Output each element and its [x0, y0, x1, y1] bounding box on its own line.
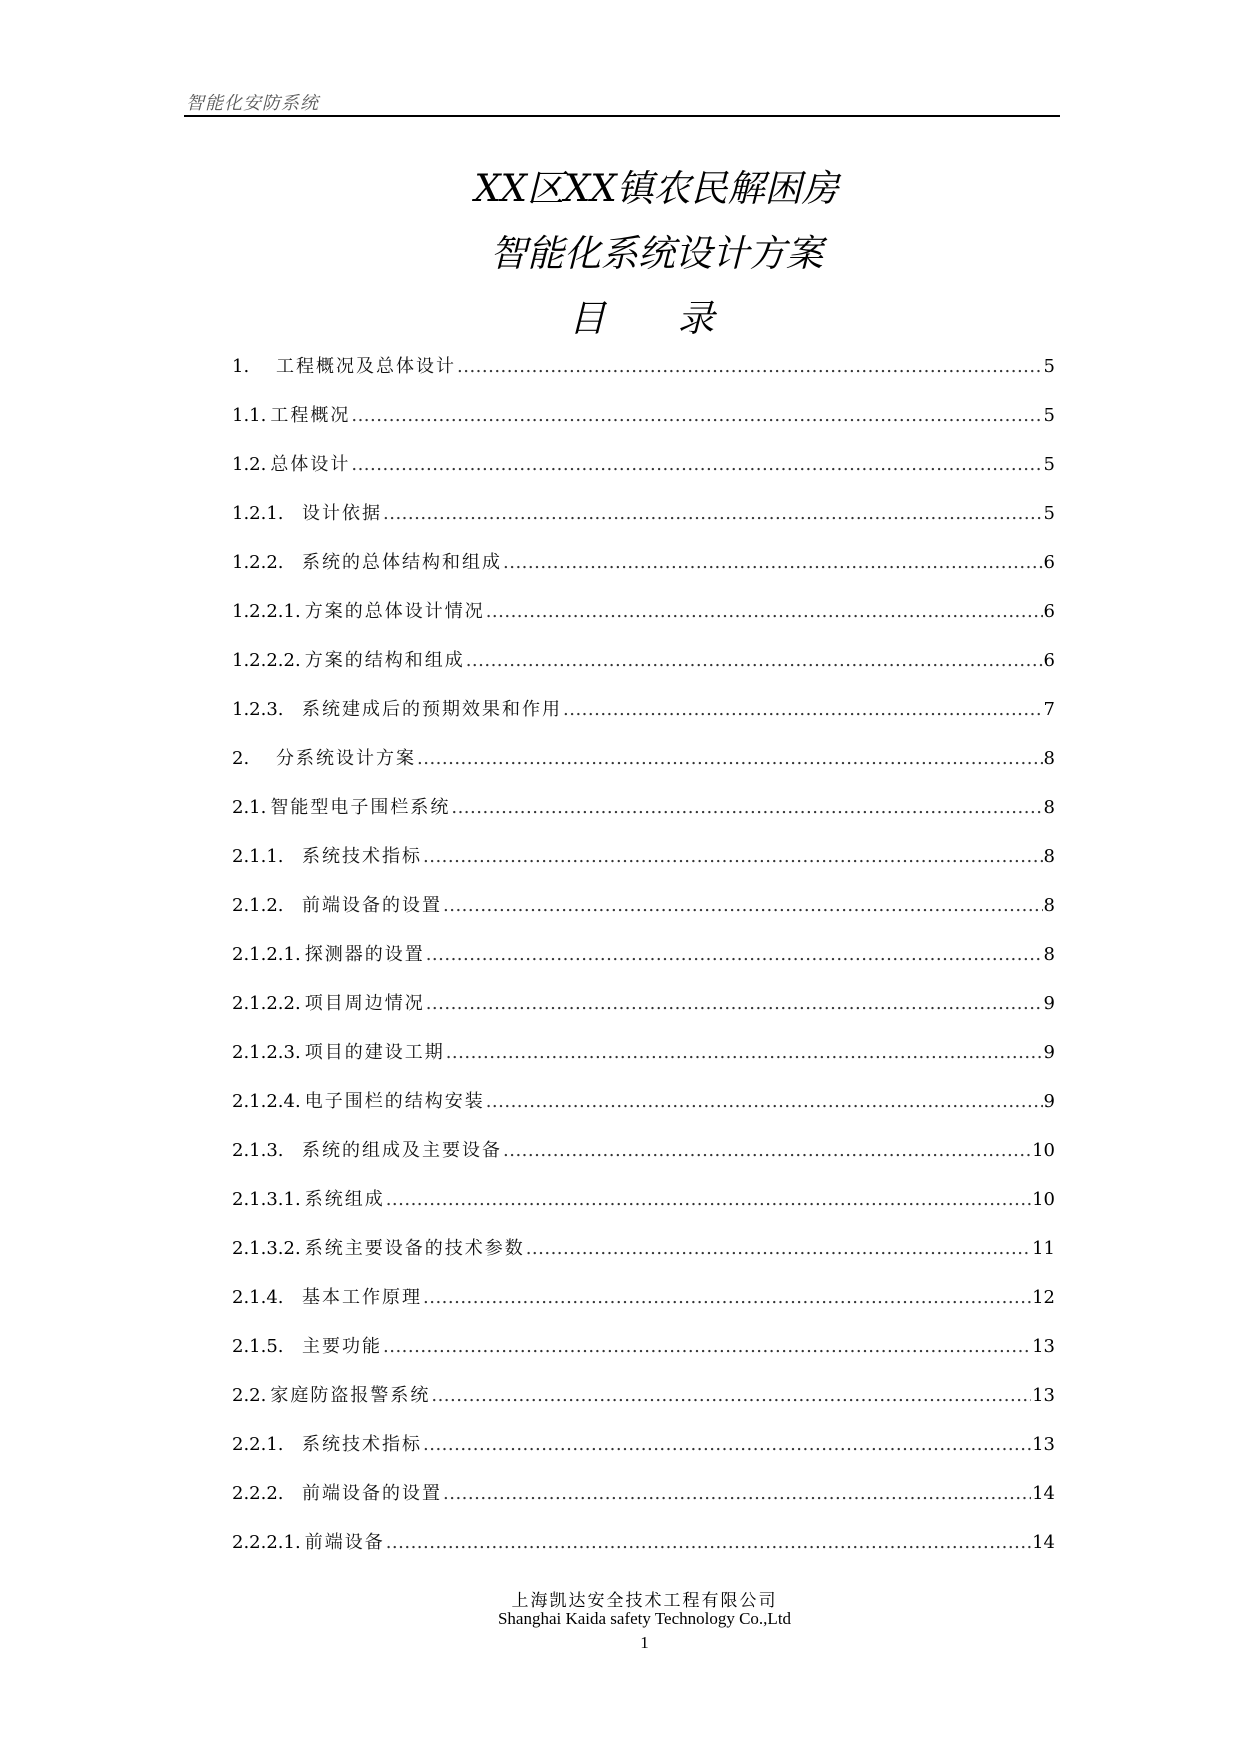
toc-entry-page: 12: [1032, 1287, 1055, 1308]
toc-entry-page: 13: [1032, 1434, 1055, 1455]
toc-entry-title: 方案的结构和组成: [304, 650, 465, 671]
toc-entry-number: 1.1.: [232, 405, 267, 426]
toc-entry-number: 2.1.2.: [232, 895, 284, 916]
running-header: 智能化安防系统: [186, 93, 319, 114]
toc-entry-title: 系统组成: [304, 1189, 385, 1210]
toc-entry-number: 2.1.5.: [232, 1336, 284, 1357]
toc-entry-leader: [383, 503, 1043, 525]
footer-company-cn: 上海凯达安全技术工程有限公司: [511, 1591, 778, 1611]
table-of-contents: [232, 356, 1055, 1581]
toc-entry-title: 系统的组成及主要设备: [302, 1140, 502, 1161]
toc-entry-number: 1.2.2.: [232, 552, 284, 573]
toc-entry-number: 2.2.2.: [232, 1483, 284, 1504]
toc-entry[interactable]: [232, 356, 1055, 405]
toc-entry-leader: [443, 895, 1043, 917]
toc-entry-title: 系统的总体结构和组成: [302, 552, 502, 573]
toc-entry[interactable]: [232, 846, 1055, 895]
toc-entry[interactable]: [232, 650, 1055, 699]
toc-entry-leader: [351, 454, 1042, 476]
toc-entry-leader: [426, 944, 1043, 966]
toc-entry-title: 系统建成后的预期效果和作用: [302, 699, 562, 720]
toc-entry-page: 9: [1043, 1042, 1055, 1063]
toc-entry-number: 2.1.3.2.: [232, 1238, 301, 1259]
toc-entry-number: 2.1.2.1.: [232, 944, 301, 965]
toc-entry-number: 2.1.3.1.: [232, 1189, 301, 1210]
toc-entry-leader: [563, 699, 1043, 721]
toc-entry[interactable]: [232, 1483, 1055, 1532]
toc-entry-leader: [486, 1091, 1043, 1113]
toc-entry-page: 5: [1043, 405, 1055, 426]
toc-entry-leader: [423, 1434, 1031, 1456]
toc-entry-title: 智能型电子围栏系统: [270, 797, 451, 818]
toc-entry[interactable]: [232, 1140, 1055, 1189]
toc-entry-leader: [443, 1483, 1031, 1505]
toc-entry-page: 5: [1043, 356, 1055, 377]
toc-entry[interactable]: [232, 1091, 1055, 1140]
toc-entry-number: 2.2.2.1.: [232, 1532, 301, 1553]
toc-entry-title: 项目周边情况: [304, 993, 425, 1014]
toc-entry-leader: [417, 748, 1043, 770]
toc-entry[interactable]: [232, 944, 1055, 993]
toc-entry-title: 探测器的设置: [304, 944, 425, 965]
toc-entry-page: 8: [1043, 797, 1055, 818]
toc-entry-number: 1.2.2.1.: [232, 601, 301, 622]
toc-entry-leader: [383, 1336, 1031, 1358]
toc-entry-page: 8: [1043, 944, 1055, 965]
toc-entry-number: 2.1.3.: [232, 1140, 284, 1161]
toc-entry-title: 前端设备: [304, 1532, 385, 1553]
toc-entry-title: 项目的建设工期: [304, 1042, 445, 1063]
toc-entry-leader: [486, 601, 1043, 623]
toc-entry-page: 13: [1032, 1385, 1055, 1406]
document-title-line-1: XX区XX镇农民解困房: [474, 167, 839, 210]
toc-entry[interactable]: [232, 552, 1055, 601]
toc-entry-title: 电子围栏的结构安装: [304, 1091, 485, 1112]
toc-entry-page: 6: [1043, 650, 1055, 671]
toc-heading: 目 录: [568, 297, 745, 340]
toc-entry[interactable]: [232, 748, 1055, 797]
toc-entry-leader: [423, 1287, 1031, 1309]
toc-entry-title: 设计依据: [302, 503, 382, 524]
toc-entry-title: 总体设计: [270, 454, 351, 475]
toc-entry-title: 工程概况: [270, 405, 351, 426]
toc-entry-number: 2.1.: [232, 797, 267, 818]
toc-entry-leader: [526, 1238, 1031, 1260]
toc-entry-leader: [386, 1189, 1031, 1211]
toc-entry[interactable]: [232, 1336, 1055, 1385]
toc-entry-leader: [503, 1140, 1031, 1162]
toc-entry-leader: [503, 552, 1043, 574]
toc-entry[interactable]: [232, 699, 1055, 748]
toc-entry[interactable]: [232, 454, 1055, 503]
toc-entry-number: 1.2.3.: [232, 699, 284, 720]
toc-entry-title: 系统技术指标: [302, 846, 422, 867]
toc-entry-page: 13: [1032, 1336, 1055, 1357]
toc-entry[interactable]: [232, 503, 1055, 552]
toc-entry-number: 2.1.2.3.: [232, 1042, 301, 1063]
toc-entry-number: 2.2.: [232, 1385, 267, 1406]
toc-entry[interactable]: [232, 1385, 1055, 1434]
toc-entry-page: 11: [1032, 1238, 1055, 1259]
toc-entry-title: 系统技术指标: [302, 1434, 422, 1455]
toc-entry-page: 5: [1043, 454, 1055, 475]
toc-entry-page: 8: [1043, 748, 1055, 769]
toc-entry-page: 14: [1032, 1532, 1055, 1553]
toc-entry-leader: [431, 1385, 1031, 1407]
toc-entry-page: 7: [1043, 699, 1055, 720]
toc-entry-number: 1.: [232, 356, 250, 377]
toc-entry[interactable]: [232, 1189, 1055, 1238]
toc-entry-title: 前端设备的设置: [302, 1483, 442, 1504]
toc-entry-leader: [386, 1532, 1031, 1554]
toc-entry-title: 前端设备的设置: [302, 895, 442, 916]
toc-entry-page: 9: [1043, 993, 1055, 1014]
toc-entry-leader: [426, 993, 1043, 1015]
toc-entry-number: 1.2.2.2.: [232, 650, 301, 671]
toc-entry-page: 10: [1032, 1140, 1055, 1161]
toc-entry[interactable]: [232, 1532, 1055, 1581]
toc-entry-number: 1.2.: [232, 454, 267, 475]
toc-entry-page: 6: [1043, 601, 1055, 622]
toc-entry-title: 系统主要设备的技术参数: [304, 1238, 525, 1259]
toc-entry-number: 1.2.1.: [232, 503, 284, 524]
toc-entry-page: 8: [1043, 846, 1055, 867]
toc-entry-page: 8: [1043, 895, 1055, 916]
toc-entry-title: 工程概况及总体设计: [276, 356, 456, 377]
toc-entry-number: 2.2.1.: [232, 1434, 284, 1455]
toc-entry[interactable]: [232, 405, 1055, 454]
toc-entry-number: 2.: [232, 748, 250, 769]
document-title-line-2: 智能化系统设计方案: [490, 232, 823, 275]
toc-entry[interactable]: [232, 993, 1055, 1042]
toc-entry[interactable]: [232, 1287, 1055, 1336]
toc-entry[interactable]: [232, 1042, 1055, 1091]
toc-entry-page: 5: [1043, 503, 1055, 524]
toc-entry-leader: [466, 650, 1043, 672]
toc-entry-number: 2.1.2.4.: [232, 1091, 301, 1112]
toc-entry[interactable]: [232, 797, 1055, 846]
toc-entry-leader: [451, 797, 1042, 819]
toc-entry-page: 14: [1032, 1483, 1055, 1504]
toc-entry[interactable]: [232, 601, 1055, 650]
toc-entry-title: 家庭防盗报警系统: [270, 1385, 431, 1406]
footer-company-en: Shanghai Kaida safety Technology Co.,Ltd: [497, 1609, 792, 1628]
toc-entry-leader: [457, 356, 1043, 378]
toc-entry-number: 2.1.4.: [232, 1287, 284, 1308]
header-rule: [184, 115, 1060, 117]
toc-entry-leader: [423, 846, 1043, 868]
toc-entry-page: 6: [1043, 552, 1055, 573]
toc-entry[interactable]: [232, 1238, 1055, 1287]
toc-entry-page: 9: [1043, 1091, 1055, 1112]
toc-entry-number: 2.1.1.: [232, 846, 284, 867]
toc-entry-title: 分系统设计方案: [276, 748, 416, 769]
toc-entry-number: 2.1.2.2.: [232, 993, 301, 1014]
toc-entry[interactable]: [232, 895, 1055, 944]
toc-entry-title: 主要功能: [302, 1336, 382, 1357]
toc-entry-title: 基本工作原理: [302, 1287, 422, 1308]
toc-entry-title: 方案的总体设计情况: [304, 601, 485, 622]
footer-page-number: 1: [640, 1633, 649, 1652]
toc-entry-leader: [446, 1042, 1043, 1064]
toc-entry[interactable]: [232, 1434, 1055, 1483]
toc-entry-page: 10: [1032, 1189, 1055, 1210]
toc-entry-leader: [351, 405, 1042, 427]
